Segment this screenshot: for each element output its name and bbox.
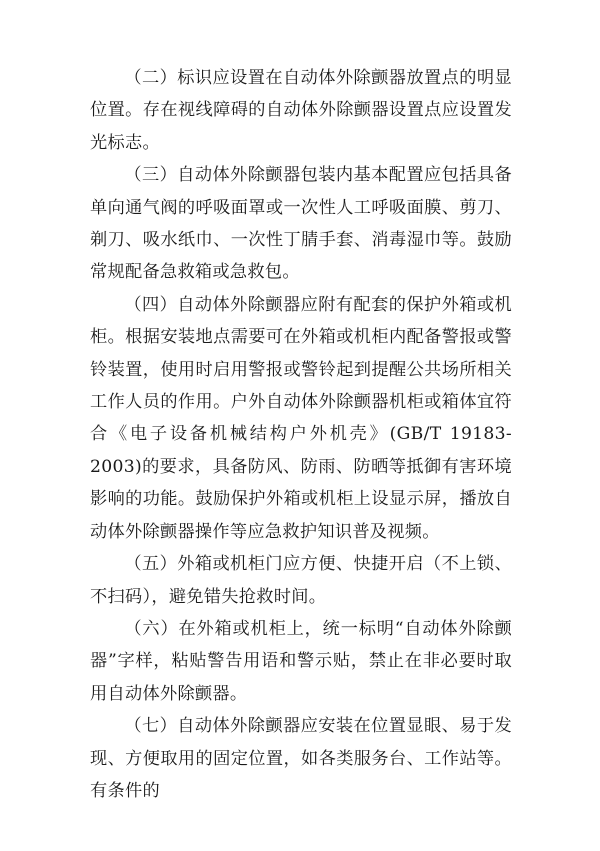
document-body [90,62,512,807]
paragraph-4-protective-cabinet: （四）自动体外除颤器应附有配套的保护外箱或机柜。根据安装地点需要可在外箱或机柜内配备警报或警铃装置，使用时启用警报或警铃起到提醒公共场所相关工作人员的作用。户外自动体外除颤器机柜或箱体宜符合《电子设备机械结构户外机壳》(GB/T 19183-2003)的要求，具备防风、防雨、防晒等抵御有害环境影响的功能。鼓励保护外箱或机柜上设显示屏，播放自动体外除颤器操作等应急救护知识普及视频。 [90,294,512,542]
paragraph-3-basic-config: （三）自动体外除颤器包装内基本配置应包括具备单向通气阀的呼吸面罩或一次性人工呼吸面膜、剪刀、剃刀、吸水纸巾、一次性丁腈手套、消毒湿巾等。鼓励常规配备急救箱或急救包。 [90,165,512,283]
paragraph-7-installation-location: （七）自动体外除颤器应安装在位置显眼、易于发现、方便取用的固定位置，如各类服务台、工作站等。有条件的 [90,716,512,801]
paragraph-5-door-access: （五）外箱或机柜门应方便、快捷开启（不上锁、不扫码），避免错失抢救时间。 [90,554,512,607]
paragraph-6-labeling: （六）在外箱或机柜上，统一标明“自动体外除颤器”字样，粘贴警告用语和警示贴，禁止在非必要时取用自动体外除颤器。 [90,618,512,704]
paragraph-2-signage: （二）标识应设置在自动体外除颤器放置点的明显位置。存在视线障碍的自动体外除颤器设置点应设置发光标志。 [90,68,512,153]
